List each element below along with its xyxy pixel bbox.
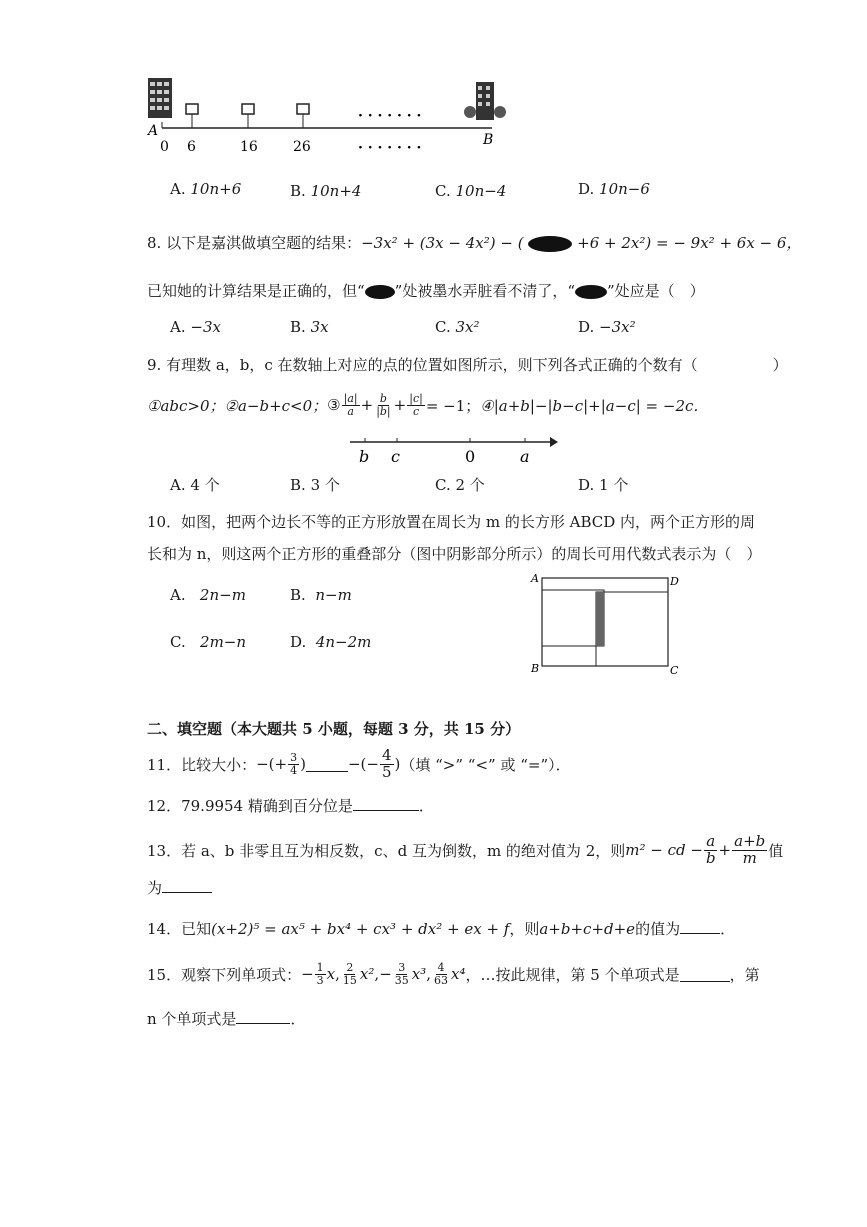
ink-blot-icon (528, 236, 572, 252)
ink-blot-icon (365, 285, 395, 299)
corner-a: A (531, 572, 539, 585)
fraction: $\frac{1}{3}$ (316, 961, 324, 987)
section-title: 二、填空题（本大题共 5 小题，每题 3 分，共 15 分） (147, 720, 521, 738)
answer-blank[interactable] (353, 796, 419, 811)
answer-blank[interactable] (236, 1009, 290, 1024)
q8-option-d[interactable]: D. −3x² (578, 318, 636, 336)
tick-label: 0 (160, 139, 169, 155)
q8-stem-line2: 已知她的计算结果是正确的，但“ ”处被墨水弄脏看不清了，“ ”处应是（ ） (147, 282, 705, 300)
q7-figure (140, 70, 520, 160)
axis-label-a: A (148, 123, 159, 139)
signpost-icon (186, 104, 198, 128)
q14: 14．已知(x+2)⁵ = ax⁵ + bx⁴ + cx³ + dx² + ex + f，则a+b+c+d+e的值为 ． (147, 920, 736, 938)
signpost-icon (242, 104, 254, 128)
q9-option-b[interactable]: B. 3 个 (290, 476, 340, 494)
q11: 11．比较大小： −(+ $\frac{3}{4}$ ) −(− $\frac{4}{5}$ ) （填 “>” “<” 或 “=”）． (147, 746, 571, 781)
axis-label: a (520, 447, 530, 466)
q9-option-a[interactable]: A. 4 个 (170, 476, 220, 494)
signpost-icon (297, 104, 309, 128)
answer-blank[interactable] (306, 757, 348, 772)
axis-label: b (359, 447, 370, 466)
q8-option-a[interactable]: A. −3x (170, 318, 221, 336)
q9-option-c[interactable]: C. 2 个 (435, 476, 485, 494)
fraction: $\frac{2}{15}$ (342, 961, 357, 987)
q13-line2: 为 (147, 877, 212, 898)
fraction: $\frac{a}{b}$ (705, 832, 716, 867)
dots-top: · · · · · · · (358, 108, 422, 124)
axis-label-b: B (483, 132, 494, 148)
fraction: $\frac{3}{35}$ (394, 961, 409, 987)
q10-rectangle-figure (528, 570, 688, 680)
q8-option-c[interactable]: C. 3x² (435, 318, 480, 336)
q7-option-c[interactable]: C. 10n−4 (435, 182, 507, 200)
axis-label: c (391, 447, 400, 466)
left-building-icon (148, 78, 172, 118)
q7-option-b[interactable]: B. 10n+4 (290, 182, 362, 200)
q10-option-b[interactable]: B. n−m (290, 586, 352, 604)
q8-stem: 8. 以下是嘉淇做填空题的结果：−3x² + (3x − 4x²) − ( +6 + 2x²) = − 9x² + 6x − 6， (147, 234, 802, 252)
shaded-overlap (596, 592, 604, 646)
q7-option-a[interactable]: A. 10n+6 (170, 180, 242, 198)
q9-stem: 9. 有理数 a，b，c 在数轴上对应的点的位置如图所示，则下列各式正确的个数有（ ） (147, 356, 788, 374)
fraction: $\frac{b}{|b|}$ (376, 392, 391, 418)
q12: 12．79.9954 精确到百分位是 ． (147, 797, 434, 815)
tick-label: 6 (187, 139, 196, 155)
q10-option-c[interactable]: C. 2m−n (170, 633, 247, 651)
fraction: $\frac{a+b}{m}$ (734, 832, 766, 867)
q10-option-a[interactable]: A. 2n−m (170, 586, 246, 604)
q9-statements: ①abc>0； ②a−b+c<0； ③ $\frac{|a|}{a}$ + $\frac{b}{|b|}$ + $\frac{|c|}{c}$ = −1； ④|a+b|−|b−c|+|a−c| = −2c． (147, 392, 709, 418)
q15: 15．观察下列单项式： − $\frac{1}{3}$ x , $\frac{2}{15}$ x² , − $\frac{3}{35}$ x³ , $\frac{4}{63}$ x⁴ ，…按此规律，第 5 个单项式是 ，第 (147, 961, 760, 987)
answer-blank[interactable] (680, 967, 730, 982)
q8-option-b[interactable]: B. 3x (290, 318, 329, 336)
axis-label: 0 (465, 447, 476, 466)
tick-label: 26 (293, 139, 311, 155)
q7-option-d[interactable]: D. 10n−6 (578, 180, 650, 198)
q9-option-d[interactable]: D. 1 个 (578, 476, 629, 494)
answer-blank[interactable] (162, 878, 212, 893)
fraction: $\frac{3}{4}$ (290, 751, 298, 777)
q10-stem-line1: 10．如图，把两个边长不等的正方形放置在周长为 m 的长方形 ABCD 内，两个正方形的周 (147, 513, 756, 531)
q10-stem-line2: 长和为 n，则这两个正方形的重叠部分（图中阴影部分所示）的周长可用代数式表示为（ ） (147, 545, 762, 563)
dots-bottom: · · · · · · · (358, 140, 422, 156)
q10-option-d[interactable]: D. 4n−2m (290, 633, 372, 651)
fraction: $\frac{|c|}{c}$ (409, 392, 423, 418)
fraction: $\frac{|a|}{a}$ (343, 392, 358, 418)
fraction: $\frac{4}{63}$ (434, 961, 449, 987)
corner-c: C (670, 664, 679, 677)
q15-line2: n 个单项式是 ． (147, 1010, 306, 1028)
corner-d: D (670, 575, 679, 588)
corner-b: B (531, 662, 540, 675)
answer-blank[interactable] (680, 919, 720, 934)
q13: 13．若 a、b 非零且互为相反数，c、d 互为倒数，m 的绝对值为 2，则 m² − cd − $\frac{a}{b}$ + $\frac{a+b}{m}$ 值 (147, 832, 784, 867)
tick-label: 16 (240, 139, 258, 155)
q9-number-line (345, 430, 560, 472)
ink-blot-icon (575, 285, 607, 299)
right-building-icon (464, 82, 506, 120)
fraction: $\frac{4}{5}$ (381, 746, 392, 781)
